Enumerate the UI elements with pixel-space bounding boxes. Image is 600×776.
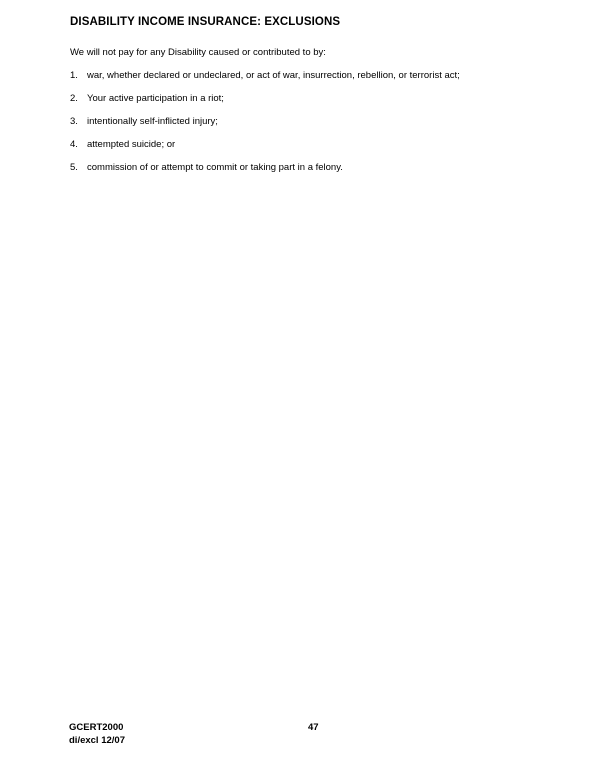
list-item-number: 4.	[70, 139, 78, 150]
list-item-text: commission of or attempt to commit or taking part in a felony.	[87, 162, 343, 173]
list-item-text: intentionally self-inflicted injury;	[87, 116, 218, 127]
form-number: GCERT2000	[69, 722, 124, 733]
page-number: 47	[308, 722, 319, 733]
list-item-number: 3.	[70, 116, 78, 127]
footer-form-codes	[69, 721, 125, 747]
page-title: DISABILITY INCOME INSURANCE: EXCLUSIONS	[70, 16, 341, 28]
list-item	[70, 116, 548, 127]
list-item	[70, 162, 548, 173]
form-revision: di/excl 12/07	[69, 735, 125, 746]
exclusions-list	[70, 70, 548, 173]
page-content	[70, 16, 548, 185]
list-item	[70, 70, 548, 81]
list-item	[70, 93, 548, 104]
list-item-text: Your active participation in a riot;	[87, 93, 224, 104]
list-item-number: 1.	[70, 70, 78, 81]
list-item-text: attempted suicide; or	[87, 139, 176, 150]
list-item-text: war, whether declared or undeclared, or act of war, insurrection, rebellion, or terrorist act;	[87, 70, 460, 81]
intro-text: We will not pay for any Disability caused or contributed to by:	[70, 47, 326, 58]
list-item-number: 5.	[70, 162, 78, 173]
list-item	[70, 139, 548, 150]
list-item-number: 2.	[70, 93, 78, 104]
